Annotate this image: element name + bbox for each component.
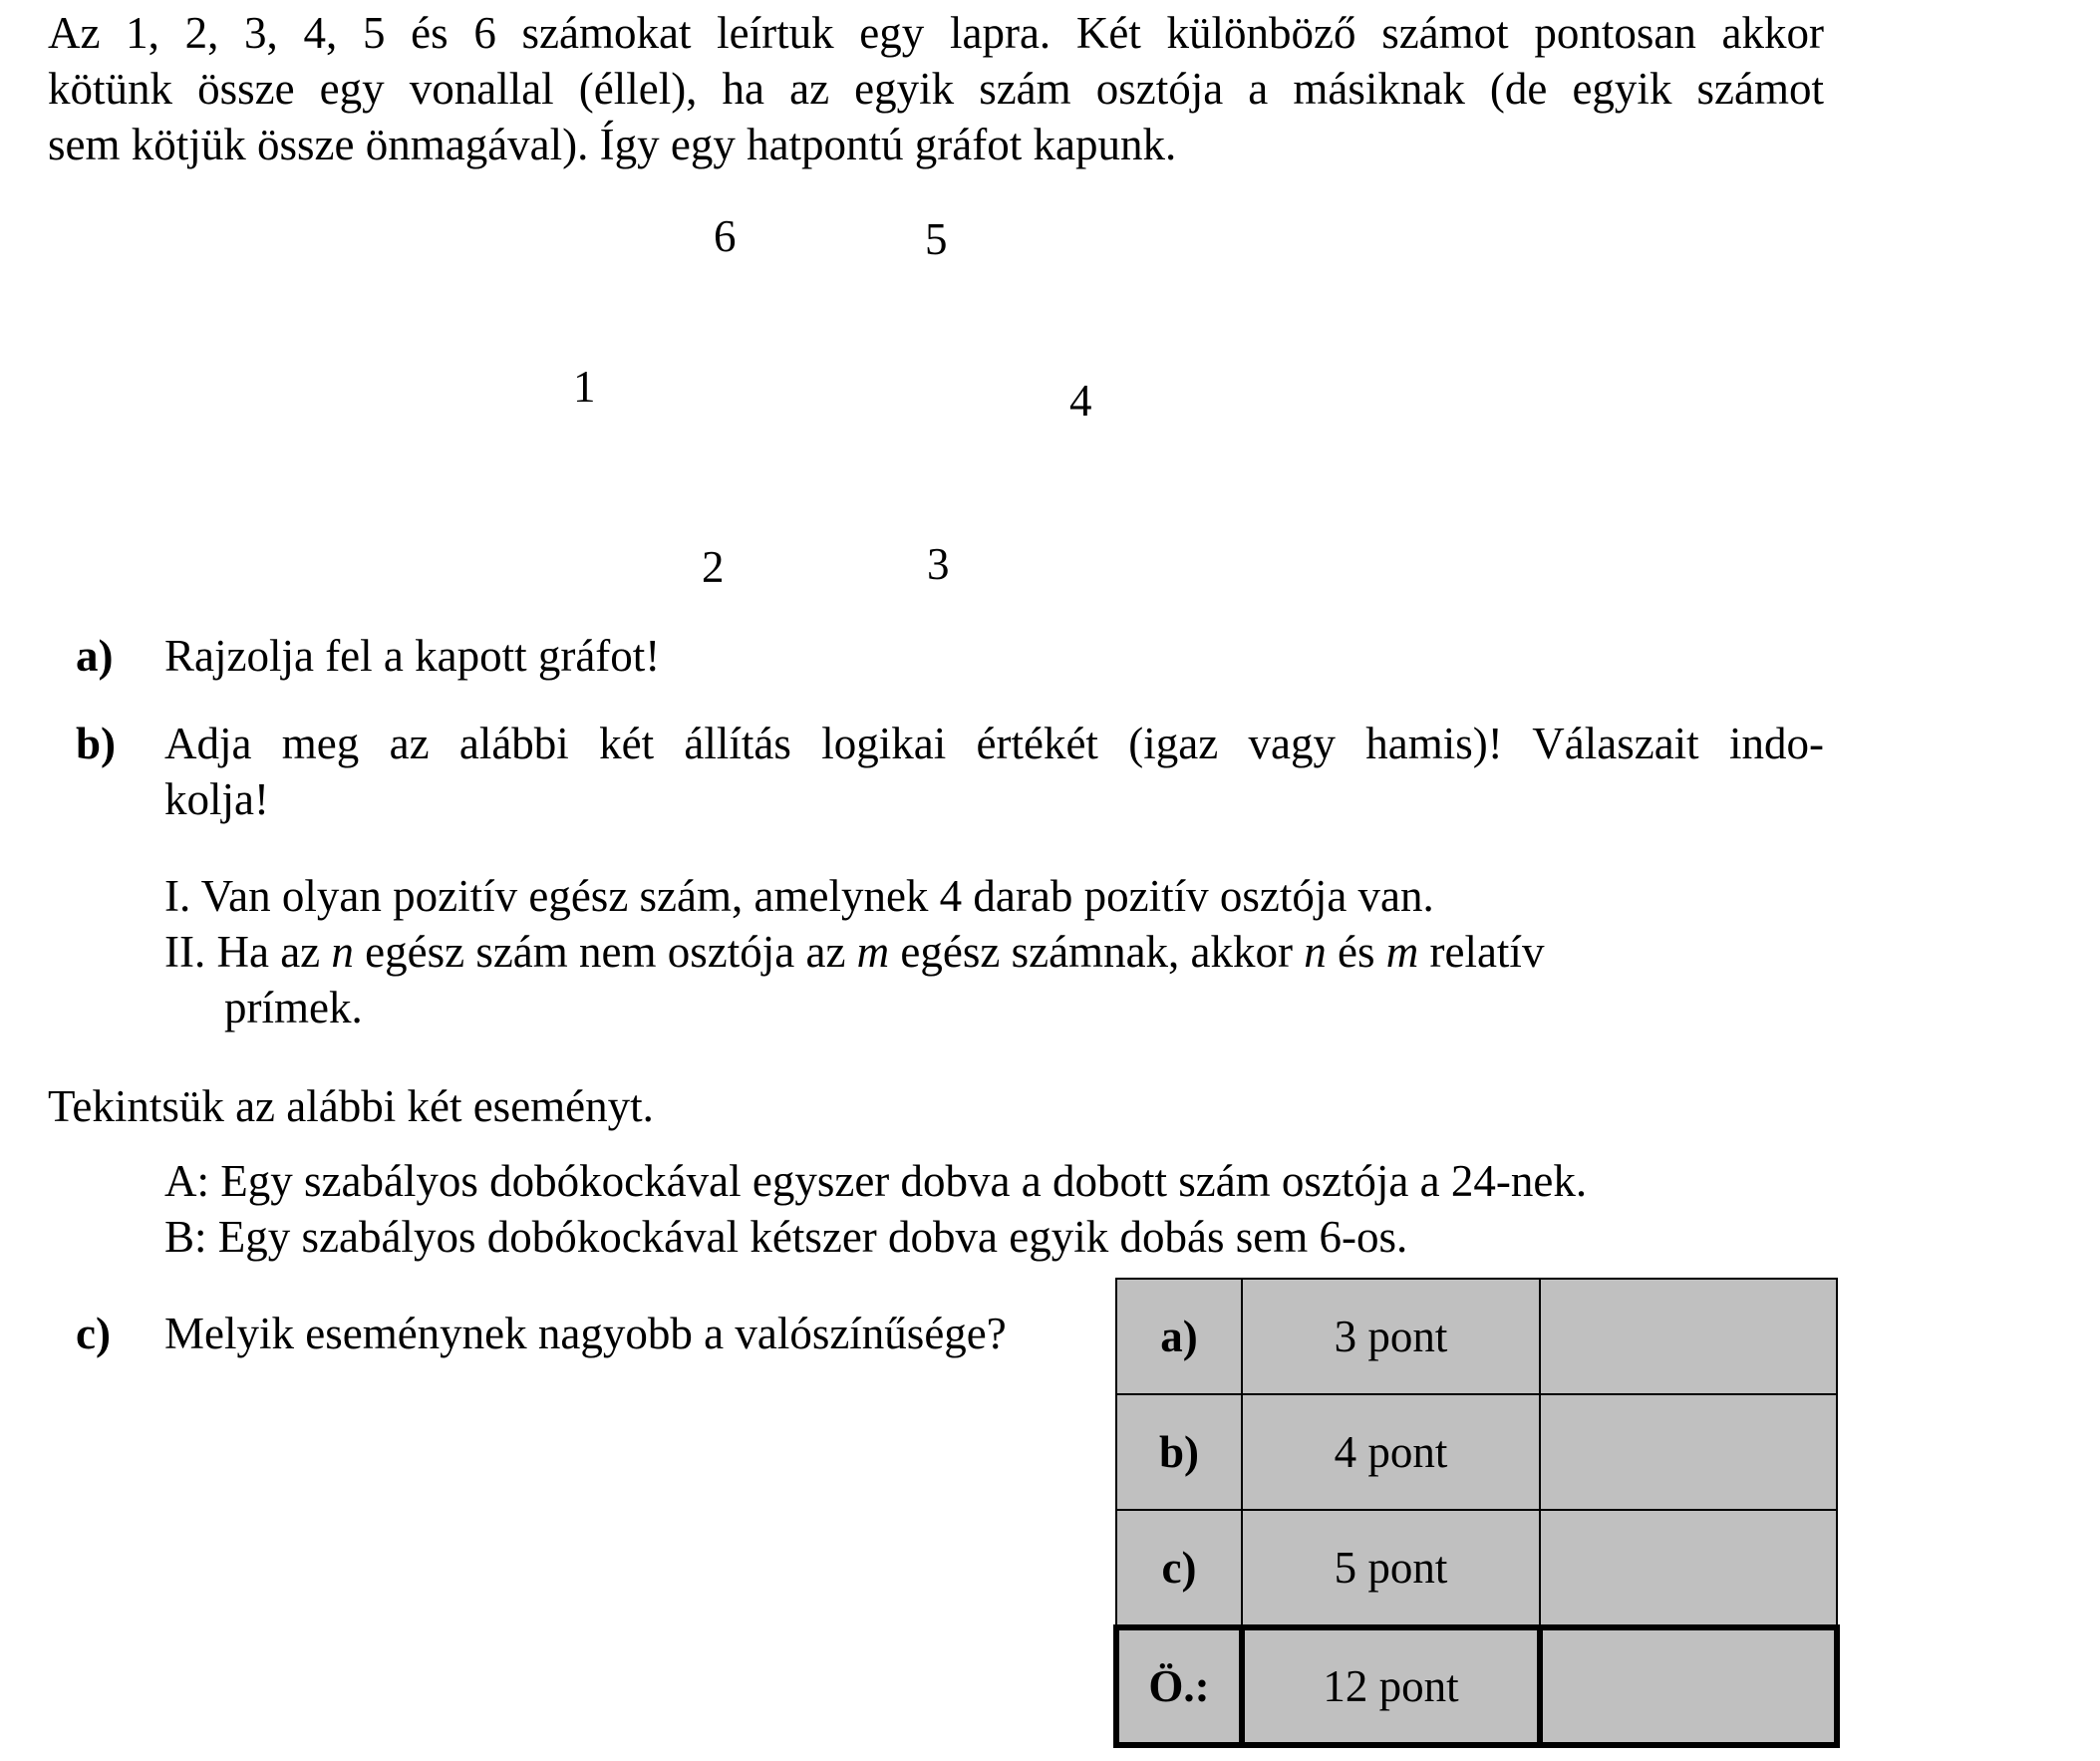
graph-node-3: 3	[927, 539, 950, 589]
score-part-label: c)	[1116, 1510, 1242, 1627]
intro-paragraph	[48, 5, 1824, 172]
score-points: 4 pont	[1242, 1394, 1540, 1510]
score-blank-cell	[1540, 1510, 1837, 1627]
task-a-text: Rajzolja fel a kapott gráfot!	[164, 631, 661, 681]
score-row-b	[1116, 1394, 1837, 1510]
score-part-label: a)	[1116, 1279, 1242, 1394]
event-b: B: Egy szabályos dobókockával kétszer dobva egyik dobás sem 6-os.	[164, 1212, 1408, 1262]
graph-node-4: 4	[1069, 376, 1092, 426]
score-table	[1113, 1278, 1840, 1748]
graph-node-2: 2	[702, 542, 725, 592]
task-b-line-2: kolja!	[164, 774, 269, 824]
task-b-label: b)	[76, 719, 117, 768]
score-total-label: Ö.:	[1116, 1627, 1242, 1745]
task-a-label: a)	[76, 631, 114, 681]
statement-2-part-5: relatív	[1418, 927, 1545, 977]
graph-node-6: 6	[714, 211, 737, 261]
statement-2-part-2: egész szám nem osztója az	[353, 927, 857, 977]
statement-2-part-1: II. Ha az	[164, 927, 332, 977]
task-c-text: Melyik eseménynek nagyobb a valószínűsége?	[164, 1309, 1007, 1358]
score-blank-cell	[1540, 1394, 1837, 1510]
graph-node-5: 5	[925, 214, 948, 264]
score-row-c	[1116, 1510, 1837, 1627]
task-b-line-1: Adja meg az alábbi két állítás logikai értékét (igaz vagy hamis)! Válaszait indo-	[164, 719, 1824, 768]
statement-2-part-3: egész számnak, akkor	[889, 927, 1305, 977]
score-row-a	[1116, 1279, 1837, 1394]
task-c-label: c)	[76, 1309, 111, 1358]
statement-2-var-n-2: n	[1304, 927, 1327, 977]
score-part-label: b)	[1116, 1394, 1242, 1510]
statement-2-var-m: m	[856, 927, 890, 977]
score-blank-cell	[1540, 1627, 1837, 1745]
event-a: A: Egy szabályos dobókockával egyszer dobva a dobott szám osztója a 24-nek.	[164, 1156, 1588, 1206]
score-blank-cell	[1540, 1279, 1837, 1394]
statement-2-part-4: és	[1326, 927, 1386, 977]
task-b-text	[164, 716, 1824, 827]
score-total-points: 12 pont	[1242, 1627, 1540, 1745]
statement-2-continuation: prímek.	[224, 983, 363, 1032]
events-intro: Tekintsük az alábbi két eseményt.	[48, 1081, 654, 1131]
intro-line-1: Az 1, 2, 3, 4, 5 és 6 számokat leírtuk egy lapra. Két különböző számot pontosan akkor	[48, 8, 1824, 58]
statement-1: I. Van olyan pozitív egész szám, amelynek 4 darab pozitív osztója van.	[164, 871, 1434, 921]
intro-line-3: sem kötjük össze önmagával). Így egy hatpontú gráfot kapunk.	[48, 120, 1177, 169]
statement-2	[164, 924, 1544, 980]
score-row-total	[1116, 1627, 1837, 1745]
intro-line-2: kötünk össze egy vonallal (éllel), ha az egyik szám osztója a másiknak (de egyik számot	[48, 64, 1824, 114]
statement-2-var-m-2: m	[1385, 927, 1419, 977]
score-points: 5 pont	[1242, 1510, 1540, 1627]
graph-node-1: 1	[573, 362, 596, 412]
statement-2-var-n: n	[331, 927, 354, 977]
score-points: 3 pont	[1242, 1279, 1540, 1394]
